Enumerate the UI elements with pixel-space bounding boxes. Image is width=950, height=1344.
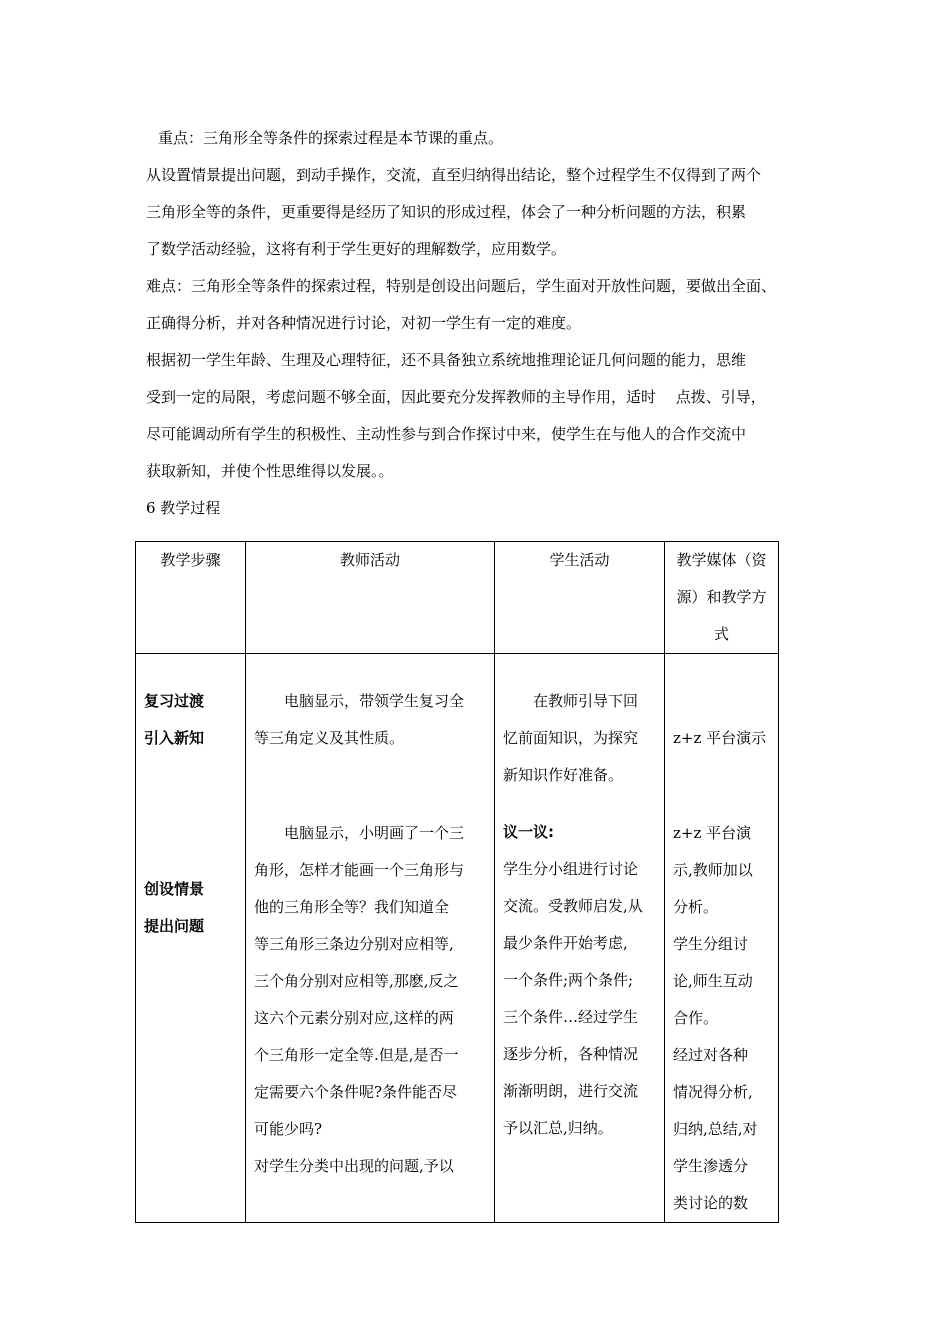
media1-line-1: z+z 平台演示 — [673, 729, 767, 747]
student2-line-4: 一个条件;两个条件; — [503, 971, 634, 989]
media2-line-1: z+z 平台演 — [673, 824, 752, 842]
teacher1-line-1: 电脑显示，带领学生复习全 — [284, 692, 465, 710]
media2-line-5: 论,师生互动 — [673, 972, 753, 990]
student2-line-2: 交流。受教师启发,从 — [503, 897, 643, 915]
header-media — [665, 542, 779, 654]
step2-line-1: 创设情景 — [144, 880, 205, 898]
student2-line-8: 予以汇总,归纳。 — [503, 1119, 613, 1137]
strategy-line-2: 受到一定的局限，考虑问题不够全面，因此要充分发挥教师的主导作用，适时 点拨、引导， — [146, 388, 766, 406]
table-row — [136, 654, 779, 1223]
teaching-process-table — [135, 541, 779, 1223]
strategy-line-3: 尽可能调动所有学生的积极性、主动性参与到合作探讨中来，使学生在与他人的合作交流中 — [146, 425, 747, 443]
step2-line-2: 提出问题 — [144, 917, 205, 935]
media2-line-4: 学生分组讨 — [673, 935, 749, 953]
teacher2-line-5: 三个角分别对应相等,那麽,反之 — [254, 972, 459, 990]
section-title: 6 教学过程 — [146, 499, 221, 517]
strategy-line-1: 根据初一学生年龄、生理及心理特征，还不具备独立系统地推理论证几何问题的能力，思维 — [146, 351, 747, 369]
media2-line-3: 分析。 — [673, 898, 719, 916]
teacher2-line-7: 个三角形一定全等.但是,是否一 — [254, 1046, 459, 1064]
media2-line-9: 归纳,总结,对 — [673, 1120, 758, 1138]
step1-line-1: 复习过渡 — [144, 692, 205, 710]
media2-line-10: 学生渗透分 — [673, 1157, 749, 1175]
media2-line-11: 类讨论的数 — [673, 1194, 749, 1212]
teacher-activity-cell — [246, 654, 495, 1223]
header-step: 教学步骤 — [136, 542, 246, 654]
student1-line-1: 在教师引导下回 — [533, 692, 639, 710]
student2-line-7: 渐渐明朗，进行交流 — [503, 1082, 639, 1100]
media2-line-6: 合作。 — [673, 1009, 719, 1027]
teacher2-line-3: 他的三角形全等？我们知道全 — [254, 898, 450, 916]
header-student: 学生活动 — [495, 542, 665, 654]
header-media-line-2: 源）和教学方 — [676, 588, 767, 606]
focus-heading: 重点：三角形全等条件的探索过程是本节课的重点。 — [158, 129, 504, 147]
media2-line-2: 示,教师加以 — [673, 861, 753, 879]
difficulty-line-1: 难点：三角形全等条件的探索过程，特别是创设出问题后，学生面对开放性问题，要做出全面、 — [146, 277, 777, 295]
discuss-title: 议一议: — [503, 823, 554, 841]
media-cell — [665, 654, 779, 1223]
teacher2-line-2: 角形，怎样才能画一个三角形与 — [254, 861, 465, 879]
teacher2-line-9: 可能少吗? — [254, 1120, 323, 1138]
student1-line-3: 新知识作好准备。 — [503, 766, 624, 784]
student-activity-cell — [495, 654, 665, 1223]
teacher2-line-8: 定需要六个条件呢?条件能否尽 — [254, 1083, 458, 1101]
table-header-row — [136, 542, 779, 654]
focus-line-1: 从设置情景提出问题，到动手操作，交流，直至归纳得出结论，整个过程学生不仅得到了两个 — [146, 166, 762, 184]
step-cell — [136, 654, 246, 1223]
teacher1-line-2: 等三角定义及其性质。 — [254, 729, 405, 747]
teacher2-line-1: 电脑显示，小明画了一个三 — [284, 824, 465, 842]
difficulty-line-2: 正确得分析，并对各种情况进行讨论，对初一学生有一定的难度。 — [146, 314, 582, 332]
media2-line-8: 情况得分析, — [673, 1083, 753, 1101]
student1-line-2: 忆前面知识，为探究 — [503, 729, 639, 747]
header-teacher: 教师活动 — [246, 542, 495, 654]
media2-line-7: 经过对各种 — [673, 1046, 749, 1064]
focus-line-3: 了数学活动经验，这将有利于学生更好的理解数学，应用数学。 — [146, 240, 567, 258]
header-media-line-1: 教学媒体（资 — [676, 551, 767, 569]
strategy-line-4: 获取新知，并使个性思维得以发展。。 — [146, 462, 394, 480]
teacher2-line-10: 对学生分类中出现的问题,予以 — [254, 1157, 454, 1175]
student2-line-1: 学生分小组进行讨论 — [503, 860, 639, 878]
header-media-line-3: 式 — [713, 625, 729, 643]
student2-line-5: 三个条件…经过学生 — [503, 1008, 639, 1026]
teacher2-line-4: 等三角形三条边分别对应相等, — [254, 935, 454, 953]
student2-line-3: 最少条件开始考虑, — [503, 934, 628, 952]
teacher2-line-6: 这六个元素分别对应,这样的两 — [254, 1009, 454, 1027]
intro-text — [146, 120, 826, 527]
focus-line-2: 三角形全等的条件，更重要得是经历了知识的形成过程，体会了一种分析问题的方法，积累 — [146, 203, 747, 221]
student2-line-6: 逐步分析，各种情况 — [503, 1045, 639, 1063]
step1-line-2: 引入新知 — [144, 729, 205, 747]
